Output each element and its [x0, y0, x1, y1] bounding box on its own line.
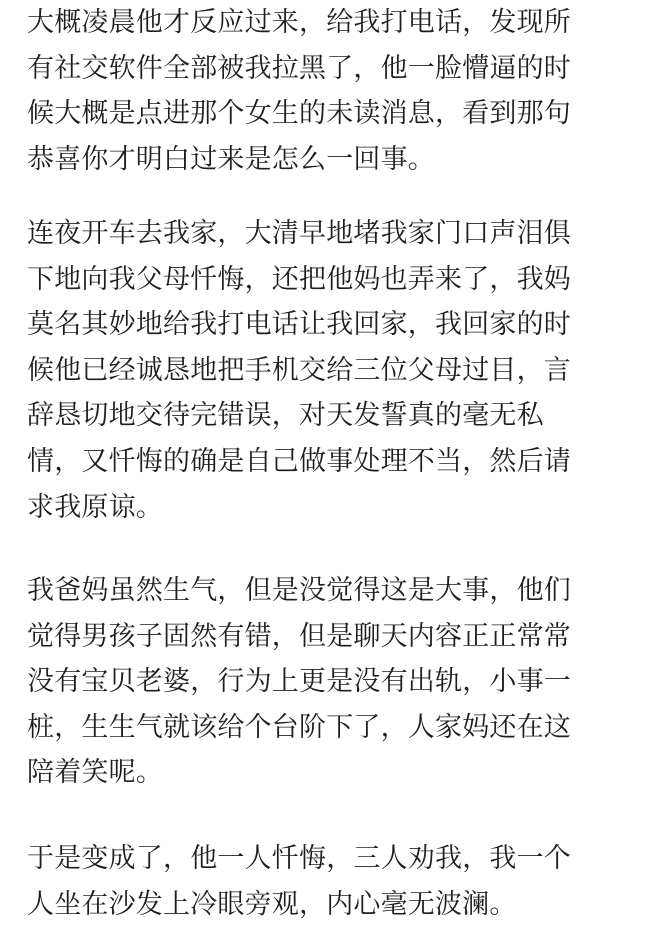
text-line: 有社交软件全部被我拉黑了，他一脸懵逼的时 [27, 52, 571, 84]
paragraph-2 [27, 211, 627, 530]
text-line: 于是变成了，他一人忏悔，三人劝我，我一个 [27, 843, 571, 874]
text-line: 情，又忏悔的确是自己做事处理不当，然后请 [27, 445, 571, 477]
text-line: 人坐在沙发上冷眼旁观，内心毫无波澜。 [27, 888, 517, 920]
paragraph-3 [27, 568, 627, 796]
text-line: 莫名其妙地给我打电话让我回家，我回家的时 [27, 309, 571, 341]
text-line: 觉得男孩子固然有错，但是聊天内容正正常常 [27, 620, 571, 652]
text-line: 辞恳切地交待完错误，对天发誓真的毫无私 [27, 400, 544, 432]
text-line: 恭喜你才明白过来是怎么一回事。 [27, 143, 435, 175]
text-line: 桩，生生气就该给个台阶下了，人家妈还在这 [27, 711, 571, 743]
paragraph-4 [27, 836, 627, 927]
paragraph-1 [27, 0, 627, 182]
text-line: 没有宝贝老婆，行为上更是没有出轨，小事一 [27, 666, 571, 698]
text-line: 下地向我父母忏悔，还把他妈也弄来了，我妈 [27, 263, 571, 295]
text-line: 连夜开车去我家，大清早地堵我家门口声泪俱 [27, 218, 571, 249]
text-line: 大概凌晨他才反应过来，给我打电话，发现所 [27, 7, 571, 38]
text-line: 候大概是点进那个女生的未读消息，看到那句 [27, 98, 571, 130]
text-line: 陪着笑呢。 [27, 757, 163, 789]
text-line: 求我原谅。 [27, 491, 163, 523]
text-line: 我爸妈虽然生气，但是没觉得这是大事，他们 [27, 575, 571, 606]
text-line: 候他已经诚恳地把手机交给三位父母过目，言 [27, 354, 571, 386]
